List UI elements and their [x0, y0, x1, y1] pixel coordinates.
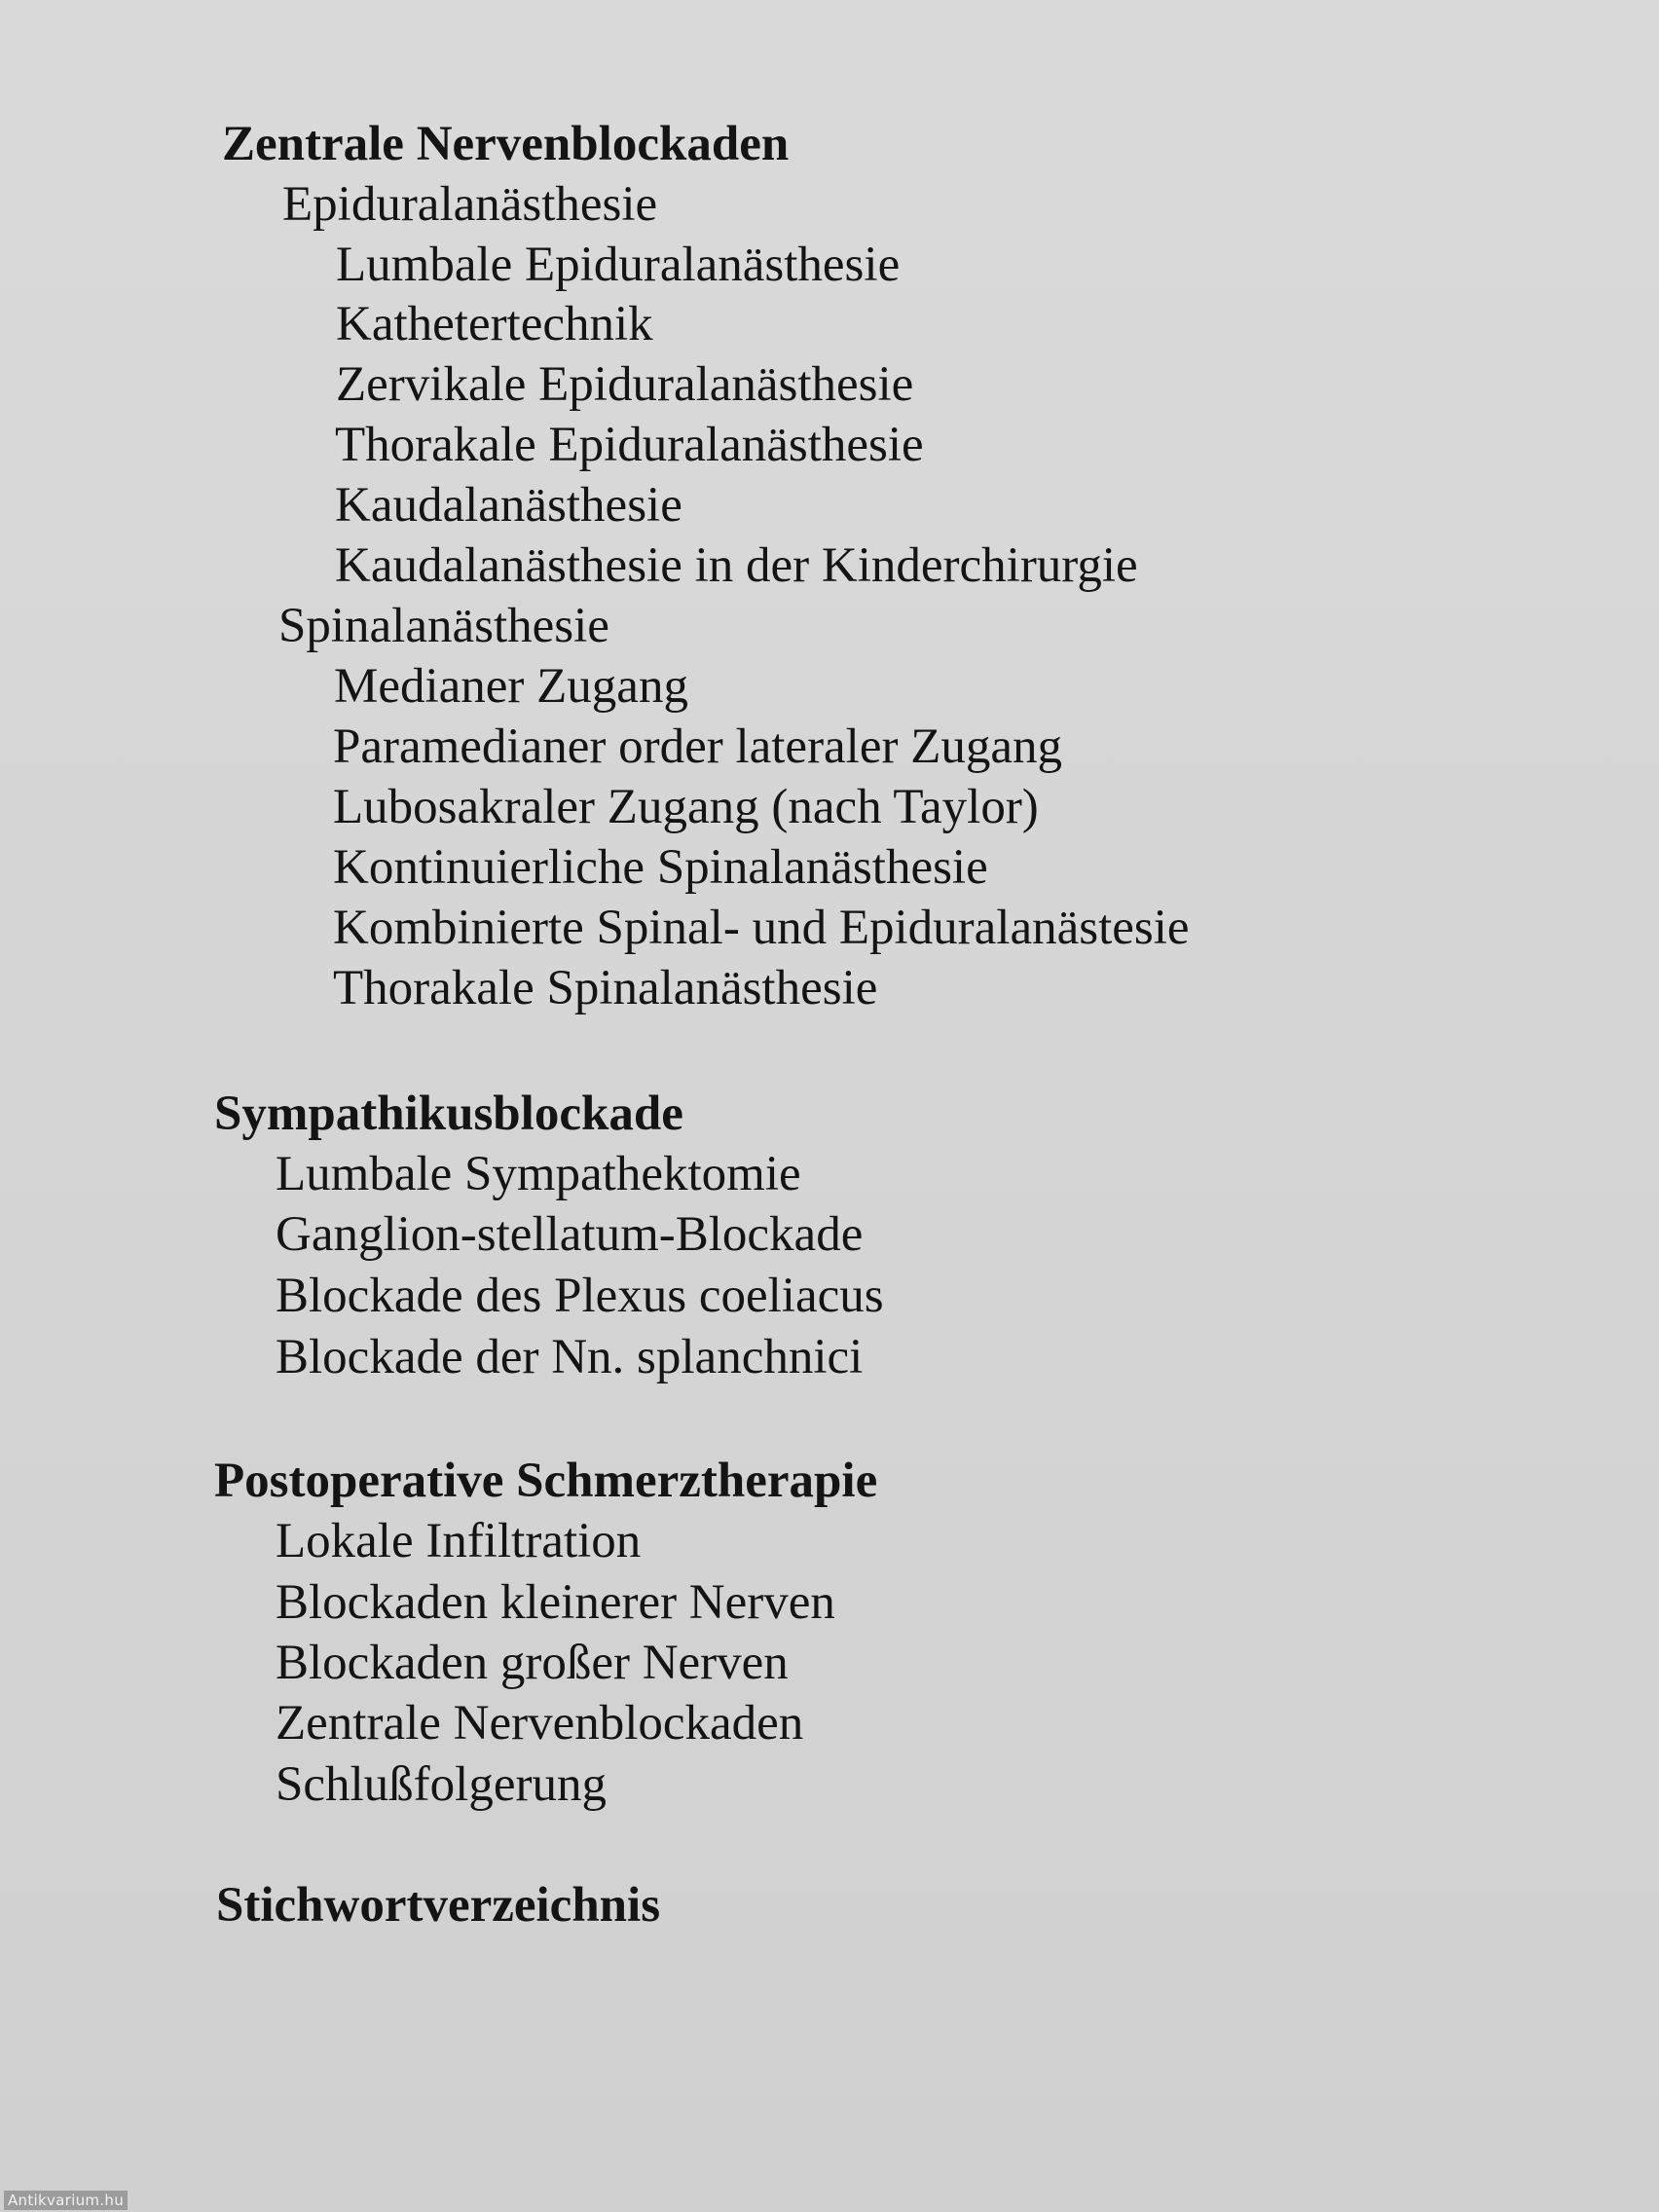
toc-entry-title: Kombinierte Spinal- und Epiduralanästesie [333, 901, 1190, 955]
toc-entry-title: Thorakale Epiduralanästhesie [335, 418, 924, 472]
watermark-logo: Antikvarium.hu [4, 2191, 128, 2210]
toc-entry-title: Kaudalanästhesie in der Kinderchirurgie [335, 538, 1138, 593]
toc-entry-title: Kontinuierliche Spinalanästhesie [333, 840, 988, 895]
toc-entry-title: Kathetertechnik [336, 297, 653, 351]
toc-entry-title: Lubosakraler Zugang (nach Taylor) [333, 780, 1039, 834]
toc-entry-title: Thorakale Spinalanästhesie [333, 961, 878, 1015]
toc-entry-title: Blockade der Nn. splanchnici [276, 1330, 864, 1384]
toc-entry-title: Paramedianer order lateraler Zugang [333, 719, 1063, 774]
toc-section-title: Stichwortverzeichnis [216, 1878, 661, 1933]
toc-section-title: Zentrale Nervenblockaden [222, 117, 790, 171]
toc-entry-title: Blockade des Plexus coeliacus [276, 1269, 884, 1323]
toc-entry-title: Ganglion-stellatum-Blockade [276, 1207, 864, 1262]
toc-section-title: Sympathikusblockade [214, 1087, 683, 1141]
toc-entry-title: Zentrale Nervenblockaden [276, 1696, 804, 1751]
toc-entry-title: Blockaden großer Nerven [276, 1636, 789, 1690]
toc-entry-title: Spinalanästhesie [278, 599, 609, 653]
toc-entry-title: Zervikale Epiduralanästhesie [336, 357, 914, 412]
toc-section-title: Postoperative Schmerztherapie [214, 1454, 878, 1508]
toc-entry-title: Lumbale Sympathektomie [276, 1147, 801, 1201]
toc-entry-title: Lumbale Epiduralanästhesie [336, 238, 901, 292]
toc-entry-title: Epiduralanästhesie [282, 177, 658, 232]
toc-entry-title: Blockaden kleinerer Nerven [276, 1575, 835, 1630]
toc-entry-title: Kaudalanästhesie [335, 478, 682, 533]
toc-entry-title: Medianer Zugang [334, 659, 688, 714]
toc-entry-title: Schlußfolgerung [276, 1757, 607, 1812]
toc-entry-title: Lokale Infiltration [276, 1514, 642, 1568]
